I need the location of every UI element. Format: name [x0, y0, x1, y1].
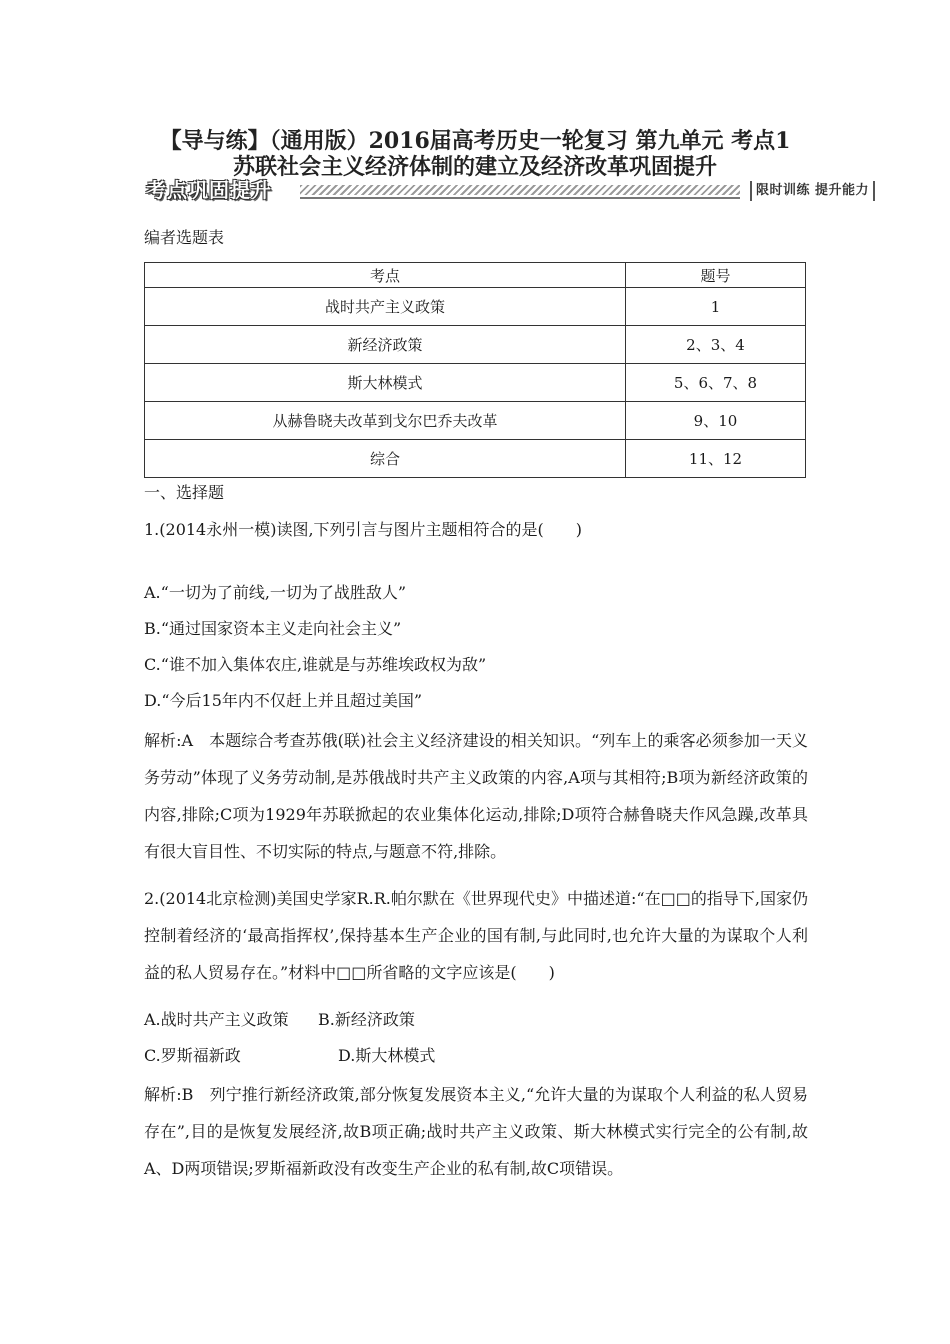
question-1-option-c: C.“谁不加入集体农庄,谁就是与苏维埃政权为敌” [144, 655, 487, 674]
table-cell: 11、12 [626, 440, 806, 478]
table-cell: 9、10 [626, 402, 806, 440]
banner-tagline: 限时训练 提升能力 [750, 181, 875, 201]
table-cell: 1 [626, 288, 806, 326]
table-header: 考点 [145, 263, 626, 288]
document-title-line2: 苏联社会主义经济体制的建立及经济改革巩固提升 [232, 154, 717, 180]
question-2-option-c: C.罗斯福新政 [144, 1046, 241, 1065]
table-header: 题号 [626, 263, 806, 288]
table-cell: 2、3、4 [626, 326, 806, 364]
table-cell: 新经济政策 [145, 326, 626, 364]
question-1-option-d: D.“今后15年内不仅赶上并且超过美国” [144, 691, 423, 710]
table-row [145, 326, 806, 364]
section-banner [140, 177, 875, 205]
question-2-stem: 2.(2014北京检测)美国史学家R.R.帕尔默在《世界现代史》中描述道:“在□□的指导下,国家仍控制着经济的‘最高指挥权’,保持基本生产企业的国有制,与此同时,也允许大量的为谋取个人利益的私人贸易存在。”材料中□□所省略的文字应该是( ) [144, 889, 808, 982]
table-row [145, 288, 806, 326]
table-cell: 综合 [145, 440, 626, 478]
table-row [145, 364, 806, 402]
question-1-stem: 1.(2014永州一模)读图,下列引言与图片主题相符合的是( ) [144, 520, 583, 539]
question-1-option-b: B.“通过国家资本主义走向社会主义” [144, 619, 402, 638]
section-title: 一、选择题 [144, 483, 225, 502]
question-2-option-b: B.新经济政策 [318, 1010, 415, 1029]
table-cell: 5、6、7、8 [626, 364, 806, 402]
banner-rule [300, 197, 740, 199]
table-row [145, 440, 806, 478]
selection-table [144, 262, 806, 478]
table-header-row [145, 263, 806, 288]
question-2-analysis: 解析:B 列宁推行新经济政策,部分恢复发展资本主义,“允许大量的为谋取个人利益的私人贸易存在”,目的是恢复发展经济,故B项正确;战时共产主义政策、斯大林模式实行完全的公有制,故A、D两项错误;罗斯福新政没有改变生产企业的私有制,故C项错误。 [144, 1085, 808, 1178]
banner-label: 考点巩固提升 [146, 178, 272, 202]
table-cell: 战时共产主义政策 [145, 288, 626, 326]
question-2-option-d: D.斯大林模式 [338, 1046, 436, 1065]
table-cell: 从赫鲁晓夫改革到戈尔巴乔夫改革 [145, 402, 626, 440]
document-title-line1: 【导与练】（通用版）2016届高考历史一轮复习 第九单元 考点1 [159, 128, 791, 154]
table-caption: 编者选题表 [144, 228, 225, 247]
question-2-option-a: A.战时共产主义政策 [144, 1010, 289, 1029]
table-row [145, 402, 806, 440]
banner-stripes [300, 185, 740, 195]
table-cell: 斯大林模式 [145, 364, 626, 402]
question-1-analysis: 解析:A 本题综合考查苏俄(联)社会主义经济建设的相关知识。“列车上的乘客必须参加一天义务劳动”体现了义务劳动制,是苏俄战时共产主义政策的内容,A项与其相符;B项为新经济政策的内容,排除;C项为1929年苏联掀起的农业集体化运动,排除;D项符合赫鲁晓夫作风急躁,改革具有很大盲目性、不切实际的特点,与题意不符,排除。 [144, 731, 808, 861]
question-1-option-a: A.“一切为了前线,一切为了战胜敌人” [144, 583, 407, 602]
